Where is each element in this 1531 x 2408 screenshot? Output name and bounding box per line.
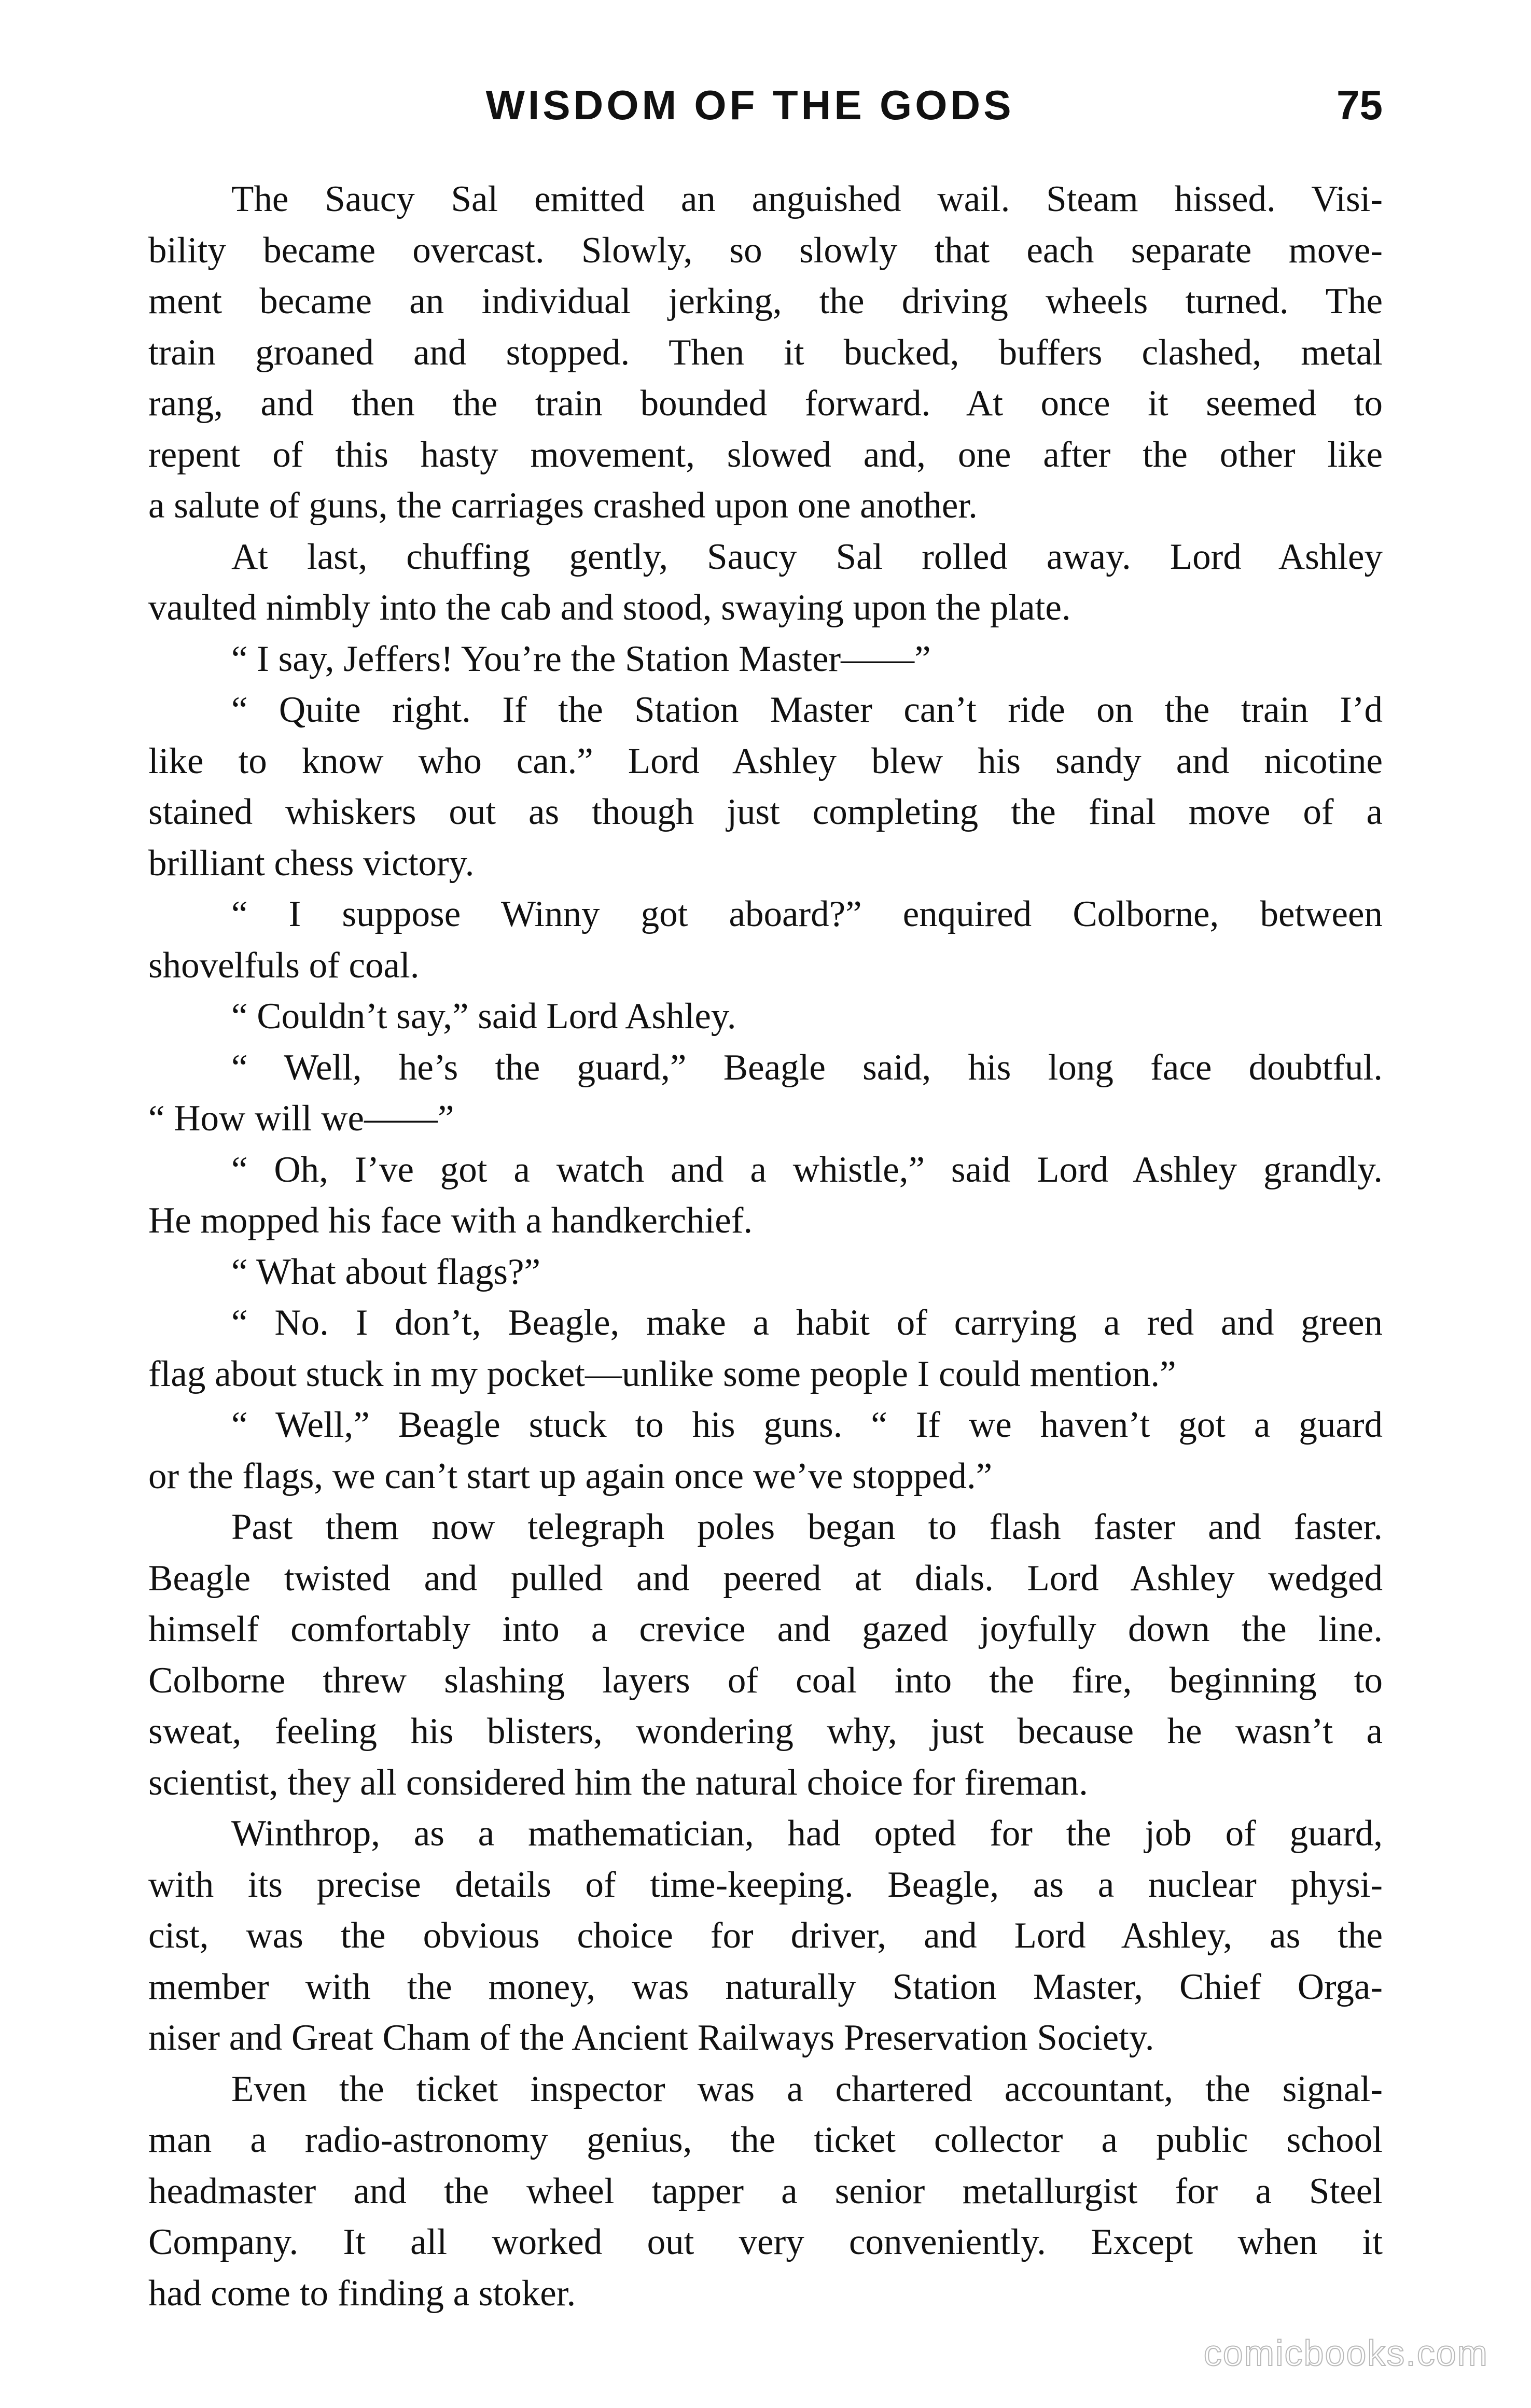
text-line: headmaster and the wheel tapper a senior metallurgist for a Steel [148, 2171, 1383, 2211]
text-line: “ How will we——” [148, 1098, 454, 1139]
text-line: Colborne threw slashing layers of coal into the fire, beginning to [148, 1660, 1383, 1701]
text-line: or the flags, we can’t start up again once we’ve stopped.” [148, 1455, 993, 1496]
text-line: At last, chuffing gently, Saucy Sal rolled away. Lord Ashley [231, 536, 1383, 577]
paragraph [148, 1144, 1383, 1247]
text-line: The Saucy Sal emitted an anguished wail. Steam hissed. Visi- [231, 179, 1383, 219]
text-line: “ What about flags?” [231, 1251, 541, 1292]
text-line: a salute of guns, the carriages crashed upon one another. [148, 485, 978, 526]
text-line: “ No. I don’t, Beagle, make a habit of carrying a red and green [231, 1303, 1383, 1343]
text-line: Company. It all worked out very conveniently. Except when it [148, 2222, 1383, 2262]
paragraph [148, 1297, 1383, 1399]
paragraph [148, 1502, 1383, 1808]
text-line: flag about stuck in my pocket—unlike some people I could mention.” [148, 1353, 1176, 1394]
text-line: shovelfuls of coal. [148, 945, 420, 986]
text-line: train groaned and stopped. Then it bucked, buffers clashed, metal [148, 332, 1383, 373]
paragraph [148, 531, 1383, 634]
text-line: “ Well,” Beagle stuck to his guns. “ If we haven’t got a guard [231, 1405, 1383, 1445]
text-line: Winthrop, as a mathematician, had opted for the job of guard, [231, 1813, 1383, 1854]
text-line: Even the ticket inspector was a chartered accountant, the signal- [231, 2068, 1383, 2109]
watermark: comicbooks.com [1203, 2333, 1488, 2373]
running-head [148, 77, 1383, 134]
text-line: Beagle twisted and pulled and peered at dials. Lord Ashley wedged [148, 1558, 1383, 1599]
running-title: WISDOM OF THE GODS [485, 82, 1014, 128]
page-number: 75 [1337, 82, 1383, 128]
paragraph [148, 684, 1383, 889]
text-line: man a radio-astronomy genius, the ticket collector a public school [148, 2120, 1383, 2160]
text-line: cist, was the obvious choice for driver, and Lord Ashley, as the [148, 1915, 1383, 1956]
text-line: scientist, they all considered him the natural choice for fireman. [148, 1762, 1088, 1803]
paragraph [148, 991, 1383, 1042]
text-line: with its precise details of time-keeping. Beagle, as a nuclear physi- [148, 1864, 1383, 1905]
text-line: “ Quite right. If the Station Master can’t ride on the train I’d [231, 690, 1383, 730]
body-text [148, 174, 1383, 2319]
paragraph [148, 889, 1383, 991]
text-line: niser and Great Cham of the Ancient Railways Preservation Society. [148, 2018, 1154, 2058]
text-line: “ Well, he’s the guard,” Beagle said, his long face doubtful. [231, 1047, 1383, 1088]
text-line: “ Oh, I’ve got a watch and a whistle,” said Lord Ashley grandly. [231, 1149, 1383, 1190]
paragraph [148, 2064, 1383, 2319]
text-line: member with the money, was naturally Station Master, Chief Orga- [148, 1966, 1383, 2007]
text-line: “ I say, Jeffers! You’re the Station Master——” [231, 638, 931, 679]
text-line: “ Couldn’t say,” said Lord Ashley. [231, 996, 736, 1037]
text-line: himself comfortably into a crevice and gazed joyfully down the line. [148, 1609, 1383, 1649]
paragraph [148, 1247, 1383, 1298]
text-line: had come to finding a stoker. [148, 2273, 576, 2314]
text-line: stained whiskers out as though just completing the final move of a [148, 792, 1383, 832]
text-line: He mopped his face with a handkerchief. [148, 1200, 753, 1241]
text-line: bility became overcast. Slowly, so slowly that each separate move- [148, 230, 1383, 271]
text-line: ment became an individual jerking, the driving wheels turned. The [148, 281, 1383, 321]
paragraph [148, 174, 1383, 531]
paragraph [148, 1399, 1383, 1502]
text-line: repent of this hasty movement, slowed and, one after the other like [148, 434, 1383, 475]
text-line: Past them now telegraph poles began to flash faster and faster. [231, 1507, 1383, 1547]
text-line: like to know who can.” Lord Ashley blew his sandy and nicotine [148, 740, 1383, 781]
text-line: vaulted nimbly into the cab and stood, swaying upon the plate. [148, 587, 1071, 628]
text-line: “ I suppose Winny got aboard?” enquired Colborne, between [231, 894, 1383, 934]
paragraph [148, 634, 1383, 685]
text-line: rang, and then the train bounded forward. At once it seemed to [148, 383, 1383, 424]
text-line: sweat, feeling his blisters, wondering why, just because he wasn’t a [148, 1711, 1383, 1752]
text-line: brilliant chess victory. [148, 843, 475, 884]
paragraph [148, 1042, 1383, 1144]
paragraph [148, 1808, 1383, 2064]
